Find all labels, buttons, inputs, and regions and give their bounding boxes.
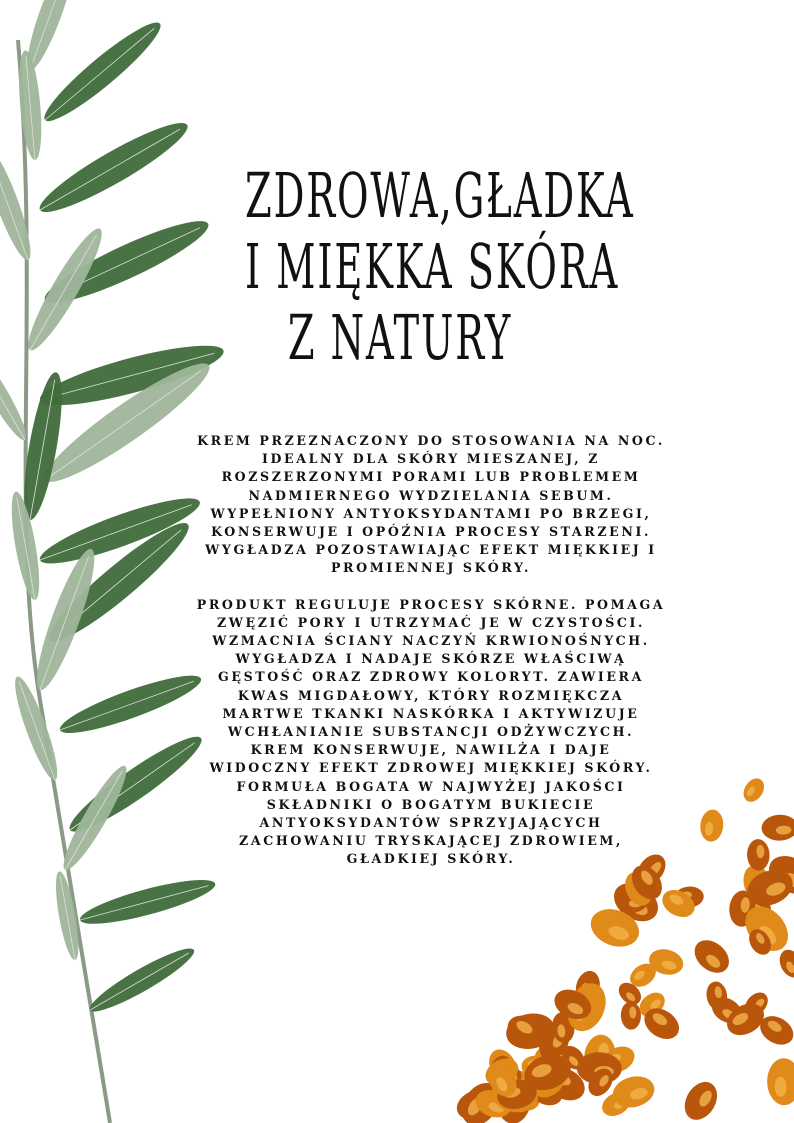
paragraph-2: PRODUKT REGULUJE PROCESY SKÓRNE. POMAGA ZWĘZIĆ PORY I UTRZYMAĆ JE W CZYSTOŚCI. WZMACNIA ŚCIANY NACZYŃ KRWIONOŚNYCH. WYGŁADZA I NADAJE SKÓRZE WŁAŚCIWĄ GĘSTOŚĆ ORAZ ZDROWY KOLORYT. ZAWIERA KWAS MIGDAŁOWY, KTÓRY ROZMIĘKCZA MARTWE TKANKI NASKÓRKA I AKTYWIZUJE WCHŁANIANIE SUBSTANCJI ODŻYWCZYCH. [196,596,666,740]
page-title [245,158,635,374]
olive-leaf [15,50,45,161]
paragraph-4: FORMUŁA BOGATA W NAJWYŻEJ JAKOŚCI SKŁADNIKI O BOGATYM BUKIECIE ANTYOKSYDANTÓW SPRZYJAJĄCYCH ZACHOWANIU TRYSKAJĄCEJ ZDROWIEM, GŁADKIEJ SKÓRY. [236,778,626,867]
olive-leaf [8,673,64,783]
paragraph-gap [196,578,666,596]
seed [775,946,794,981]
paragraph-3: KREM KONSERWUJE, NAWILŻA I DAJE WIDOCZNY EFEKT ZDROWEJ MIĘKKIEJ SKÓRY. [209,742,653,776]
olive-leaf [0,144,38,264]
seed [739,775,768,806]
seed [620,1001,641,1030]
olive-leaf [77,871,219,932]
paragraph-1: KREM PRZEZNACZONY DO STOSOWANIA NA NOC. IDEALNY DLA SKÓRY MIESZANEJ, Z ROZSZERZONYMI PORAMI LUB PROBLEMEM NADMIERNEGO WYDZIELANIA SEBUM. WYPEŁNIONY ANTYOKSYDANTAMI PO BRZEGI, KONSERWUJE I OPÓŹNIA PROCESY STARZENI. WYGŁADZA POZOSTAWIAJĄC EFEKT MIĘKKIEJ I PROMIENNEJ SKÓRY. [197,433,665,576]
description-text [196,432,666,869]
olive-leaf [85,941,200,1020]
title-line-2: I MIĘKKA SKÓRA [245,229,620,303]
seed [688,934,735,980]
seed [761,814,794,841]
olive-leaf [56,761,135,876]
olive-leaf [32,112,195,224]
seed [747,839,771,871]
olive-leaf [51,870,83,961]
seed [767,1058,794,1105]
title-line-1: ZDROWA,GŁADKA [245,158,635,232]
title-line-3: Z NATURY [287,300,513,374]
olive-leaf [55,666,205,743]
seed [699,808,725,842]
olive-leaf [36,13,168,130]
seed [678,1076,723,1123]
